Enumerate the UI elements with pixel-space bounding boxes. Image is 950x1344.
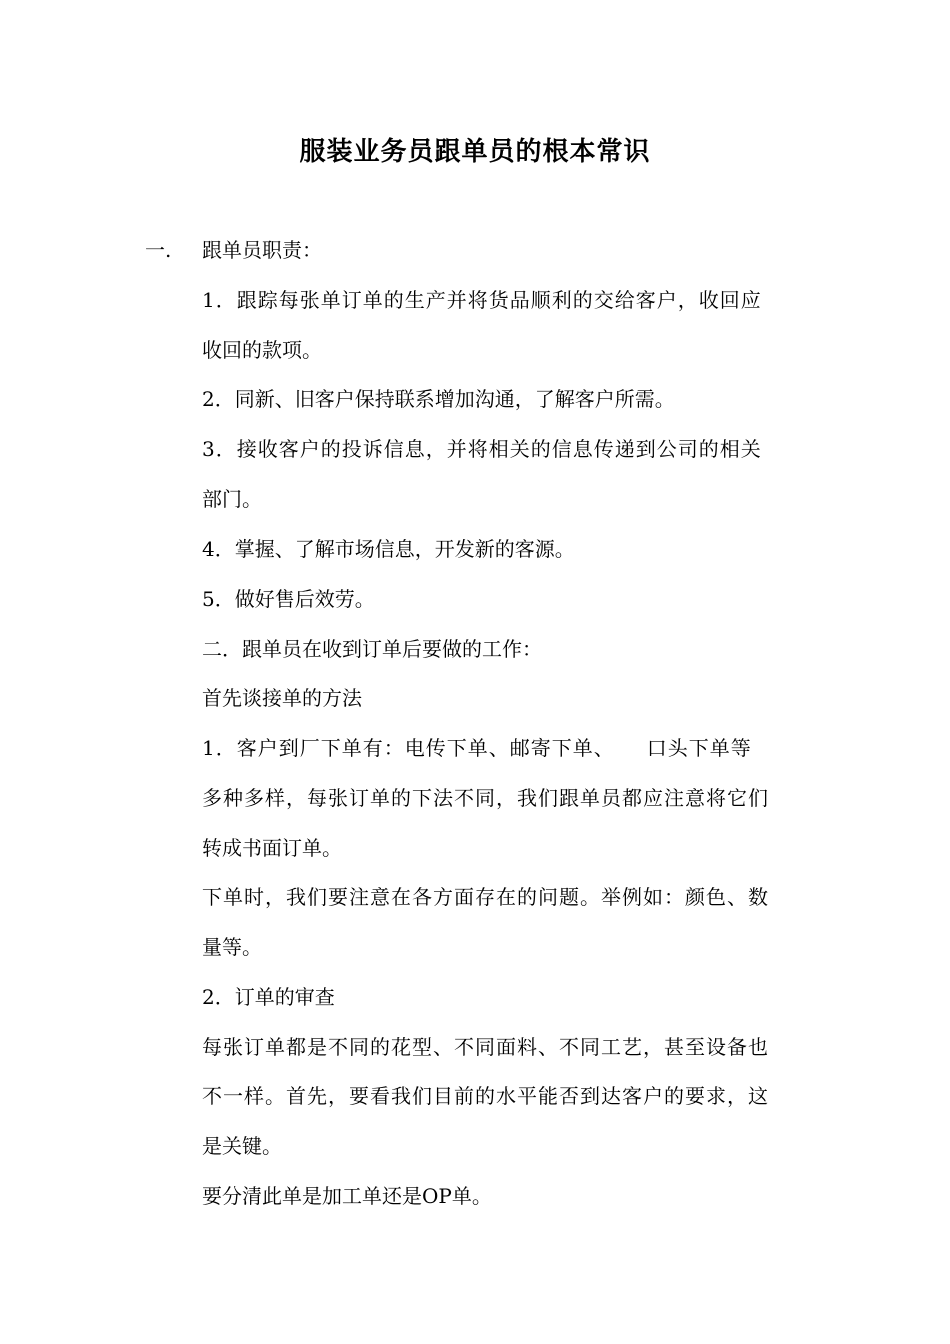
paragraph-line: 1．跟踪每张单订单的生产并将货品顺利的交给客户，收回应	[202, 288, 762, 312]
paragraph-line: 部门。	[202, 487, 262, 511]
paragraph-line: 收回的款项。	[202, 338, 322, 362]
paragraph-line: 每张订单都是不同的花型、不同面料、不同工艺，甚至设备也	[202, 1035, 769, 1059]
paragraph-line: 2．同新、旧客户保持联系增加沟通，了解客户所需。	[202, 387, 675, 411]
paragraph-line: 2．订单的审查	[202, 985, 335, 1009]
section-heading: 跟单员职责：	[202, 238, 322, 262]
paragraph-line: 4．掌握、了解市场信息，开发新的客源。	[202, 537, 575, 561]
paragraph-line: 是关键。	[202, 1134, 282, 1158]
paragraph-line: 多种多样，每张订单的下法不同，我们跟单员都应注意将它们	[202, 786, 769, 810]
section-marker: 一.	[145, 238, 172, 262]
section-heading: 二．跟单员在收到订单后要做的工作：	[202, 637, 542, 661]
paragraph-line: 转成书面订单。	[202, 836, 342, 860]
paragraph-line: 下单时，我们要注意在各方面存在的问题。举例如：颜色、数	[202, 885, 769, 909]
document-title: 服装业务员跟单员的根本常识	[299, 137, 651, 167]
paragraph-line: 1．客户到厂下单有：电传下单、邮寄下单、 口头下单等	[202, 736, 752, 760]
paragraph-line: 首先谈接单的方法	[202, 686, 362, 710]
paragraph-line: 量等。	[202, 935, 262, 959]
paragraph-line: 5．做好售后效劳。	[202, 587, 375, 611]
paragraph-line: 要分清此单是加工单还是OP单。	[202, 1184, 492, 1208]
paragraph-line: 3．接收客户的投诉信息，并将相关的信息传递到公司的相关	[202, 437, 762, 461]
paragraph-line: 不一样。首先，要看我们目前的水平能否到达客户的要求，这	[202, 1084, 769, 1108]
